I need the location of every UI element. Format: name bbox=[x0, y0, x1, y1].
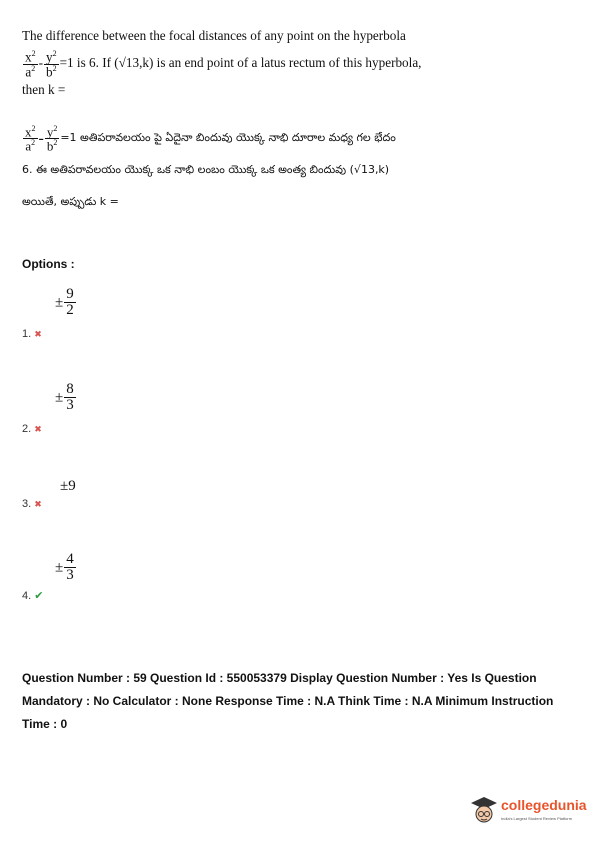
option-2-label[interactable]: 2. ✖ bbox=[22, 423, 42, 435]
option-3-value: ±9 bbox=[60, 478, 76, 494]
logo-tagline: India's Largest Student Review Platform bbox=[501, 816, 573, 821]
option-1-value: ± $\frac{9}{2}$ bbox=[55, 286, 74, 318]
graduate-icon bbox=[470, 795, 498, 825]
telugu-line-2: 6. ఈ అతిపరావలయం యొక్క ఒక నాభి లంబం యొక్క ఒక అంత్య బిందువు (√13,k) bbox=[22, 162, 390, 176]
check-icon: ✔ bbox=[34, 590, 44, 602]
option-2-value: ± $\frac{8}{3}$ bbox=[55, 381, 74, 413]
telugu-line-1: $\frac{x^2}{a^2}$ - $\frac{y^2}{b^2}$ =1 అతిపరావలయం పై ఏదైనా బిందువు యొక్క నాభి దూరాల మధ్య గల భేదం bbox=[25, 124, 396, 154]
question-line-1: The difference between the focal distances of any point on the hyperbola bbox=[22, 28, 406, 43]
option-3-label[interactable]: 3. ✖ bbox=[22, 498, 42, 510]
wrong-icon: ✖ bbox=[34, 424, 42, 434]
question-text-english bbox=[22, 24, 462, 102]
option-4-label[interactable]: 4. ✔ bbox=[22, 590, 44, 602]
collegedunia-logo bbox=[470, 793, 585, 829]
wrong-icon: ✖ bbox=[34, 499, 42, 509]
fraction-y2-b2: $\frac{y^2}{b^2}$ bbox=[46, 49, 57, 79]
wrong-icon: ✖ bbox=[34, 329, 42, 339]
fraction-y2-b2-te: $\frac{y^2}{b^2}$ bbox=[46, 124, 58, 154]
options-heading: Options : bbox=[22, 257, 75, 271]
fraction-x2-a2-te: $\frac{x^2}{a^2}$ bbox=[25, 124, 36, 154]
question-text-telugu bbox=[22, 125, 472, 211]
option-4-value: ± $\frac{4}{3}$ bbox=[55, 551, 74, 583]
question-line-3: then k = bbox=[22, 82, 66, 98]
option-1-label[interactable]: 1. ✖ bbox=[22, 328, 42, 340]
logo-text: collegedunia bbox=[501, 797, 587, 813]
question-metadata: Question Number : 59 Question Id : 550053379 Display Question Number : Yes Is Question Mandatory : No Calculator : None Response Time : N.A Think Time : N.A Minimum Instruction Time : 0 bbox=[22, 671, 554, 731]
telugu-line-3: అయితే, అప్పుడు k = bbox=[22, 194, 119, 208]
question-line-2: $\frac{x^2}{a^2}$ - $\frac{y^2}{b^2}$ =1 is 6. If (√13,k) is an end point of a latus rectum of this hyperbola, bbox=[25, 49, 422, 79]
fraction-x2-a2: $\frac{x^2}{a^2}$ bbox=[25, 49, 36, 79]
question-eq-tail: =1 is 6. If (√13,k) is an end point of a latus rectum of this hyperbola, bbox=[59, 55, 422, 71]
